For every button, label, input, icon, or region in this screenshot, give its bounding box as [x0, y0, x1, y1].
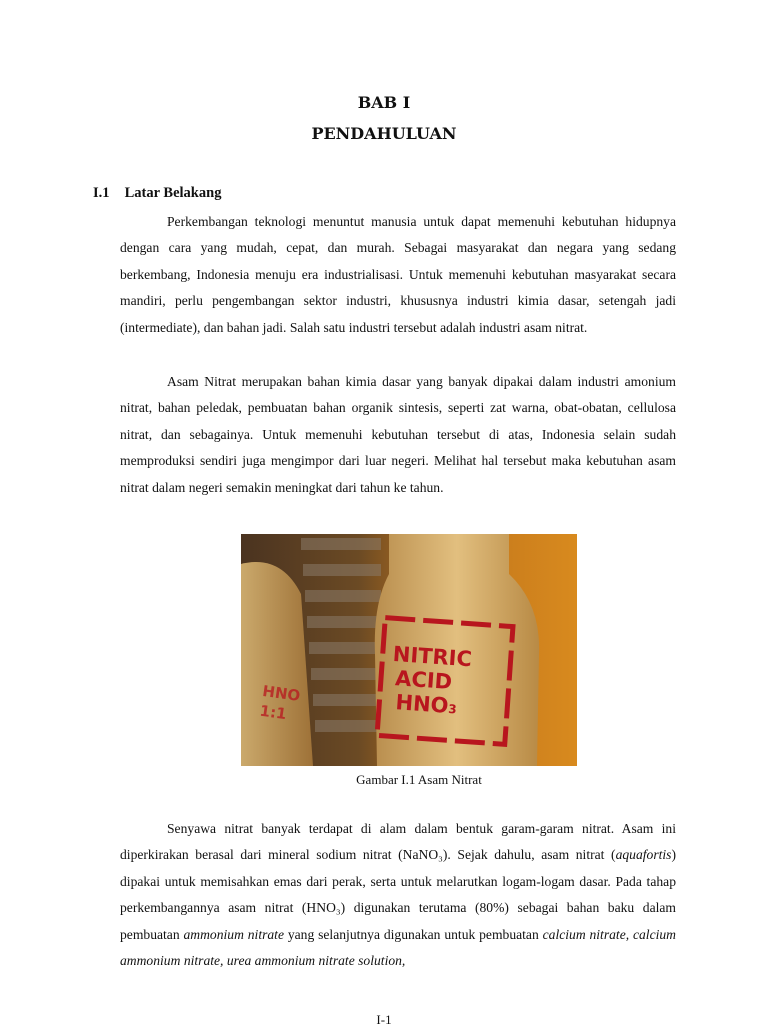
paragraph-3-text-a: Senyawa nitrat banyak terdapat di alam dalam bentuk garam-garam nitrat. Asam ini diperkirakan berasal dari mineral sodium nitrat (NaNO₃). Sejak dahulu, asam nitrat ( [120, 821, 676, 863]
left-label-line-2: 1:1 [258, 701, 288, 724]
nitric-acid-photo [241, 534, 577, 766]
chapter-number: BAB I [357, 93, 411, 112]
paragraph-3-italic-aquafortis: aquafortis [615, 847, 672, 863]
label-subscript: 3 [447, 701, 458, 717]
paragraph-1-text: Perkembangan teknologi menuntut manusia untuk dapat memenuhi kebutuhan hidupnya dengan cara yang mudah, cepat, dan murah. Sebagai masyarakat dan negara yang sedang berkembang, Indonesia menuju era industrialisasi. Untuk memenuhi kebutuhan masyarakat secara mandiri, perlu pengembangan sektor industri, khususnya industri kimia dasar, setengah jadi (intermediate), dan bahan jadi. Salah satu industri tersebut adalah industri asam nitrat. [120, 214, 676, 335]
paragraph-3-italic-ammonium-nitrate: ammonium nitrate [183, 926, 284, 942]
label-line-3: HNO [394, 690, 450, 718]
left-bottle-label [258, 681, 311, 727]
chapter-title: PENDAHULUAN [311, 124, 457, 143]
paragraph-1 [120, 209, 676, 341]
page-number: I-1 [376, 1012, 392, 1027]
paragraph-3-text-e: yang selanjutnya digunakan untuk pembuatan [284, 926, 543, 942]
label-line-2: ACID [394, 666, 453, 695]
section-number: I.1 [93, 185, 110, 201]
paragraph-3-text-c: ) dipakai untuk memisahkan emas dari perak, serta untuk melarutkan logam-logam dasar. Pada tahap perkembangannya asam nitrat (HNO₃) digunakan terutama (80%) sebagai bahan baku dalam pembuatan [120, 847, 676, 942]
paragraph-2 [120, 369, 676, 501]
label-line-1: NITRIC [392, 641, 473, 672]
section-heading [93, 185, 221, 202]
figure-caption: Gambar I.1 Asam Nitrat [356, 772, 482, 787]
paragraph-3 [120, 816, 676, 974]
bottle-label [389, 642, 514, 725]
section-title: Latar Belakang [124, 185, 222, 201]
paragraph-2-text: Asam Nitrat merupakan bahan kimia dasar yang banyak dipakai dalam industri amonium nitrat, bahan peledak, pembuatan bahan organik sintesis, seperti zat warna, obat-obatan, cellulosa nitrat, dan sebagainya. Untuk memenuhi kebutuhan tersebut di atas, Indonesia selain sudah memproduksi sendiri juga mengimpor dari luar negeri. Melihat hal tersebut maka kebutuhan asam nitrat dalam negeri semakin meningkat dari tahun ke tahun. [120, 374, 676, 495]
left-label-line-1: HNO [261, 681, 302, 705]
paragraph-3-italic-products: calcium nitrate, calcium ammonium nitrate, urea ammonium nitrate solution, [120, 926, 676, 969]
